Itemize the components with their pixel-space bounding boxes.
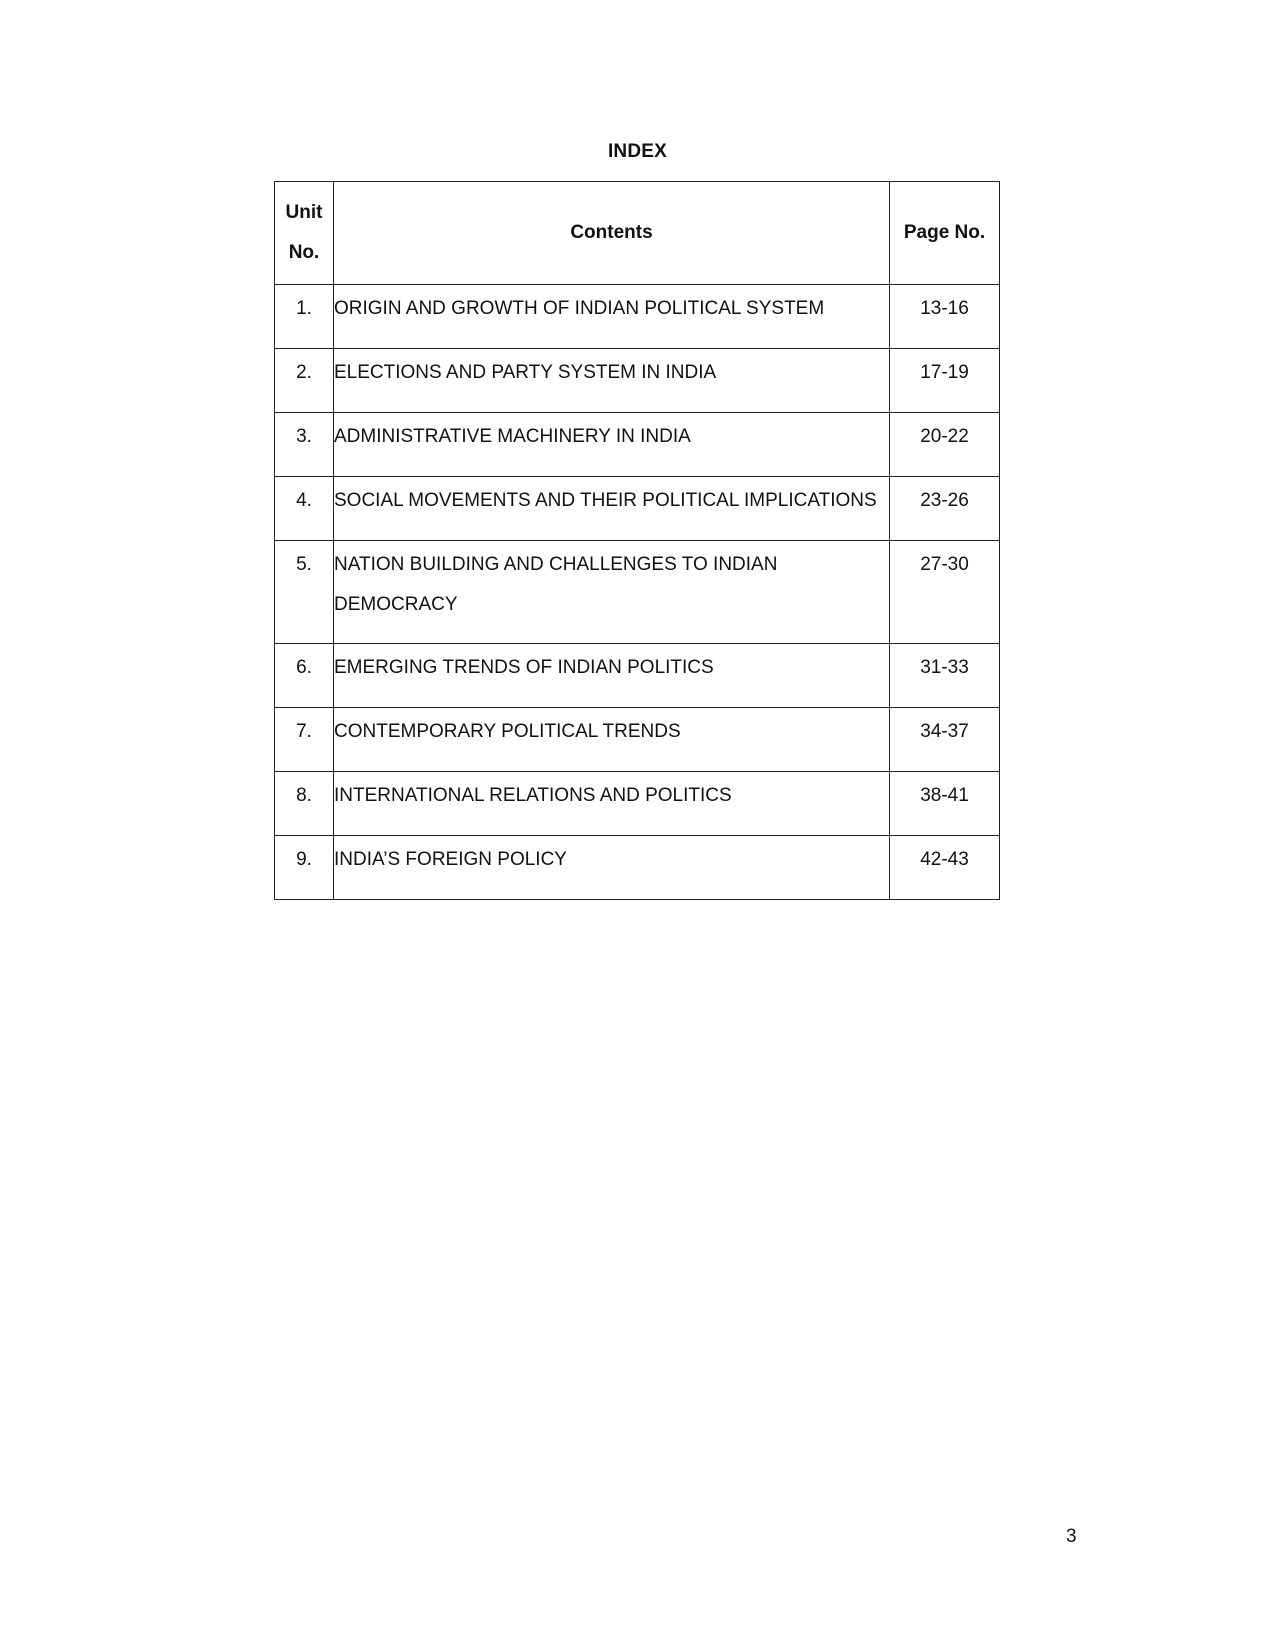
table-row [275, 413, 1000, 477]
contents-cell: NATION BUILDING AND CHALLENGES TO INDIAN DEMOCRACY [334, 541, 890, 644]
page-range-cell: 38-41 [890, 772, 1000, 836]
page-number: 3 [1066, 1526, 1077, 1547]
contents-cell: SOCIAL MOVEMENTS AND THEIR POLITICAL IMPLICATIONS [334, 477, 890, 541]
contents-cell: ORIGIN AND GROWTH OF INDIAN POLITICAL SYSTEM [334, 285, 890, 349]
page-range-cell: 31-33 [890, 644, 1000, 708]
index-table [274, 181, 1000, 900]
table-row [275, 644, 1000, 708]
table-row [275, 349, 1000, 413]
page-range-cell: 27-30 [890, 541, 1000, 644]
unit-cell: 2. [275, 349, 334, 413]
page-title: INDEX [607, 141, 668, 162]
unit-cell: 9. [275, 836, 334, 900]
unit-cell: 4. [275, 477, 334, 541]
page-range-cell: 42-43 [890, 836, 1000, 900]
unit-cell: 3. [275, 413, 334, 477]
unit-cell: 7. [275, 708, 334, 772]
header-page-no: Page No. [890, 182, 1000, 285]
contents-cell: INTERNATIONAL RELATIONS AND POLITICS [334, 772, 890, 836]
page-range-cell: 17-19 [890, 349, 1000, 413]
unit-cell: 6. [275, 644, 334, 708]
contents-cell: ADMINISTRATIVE MACHINERY IN INDIA [334, 413, 890, 477]
table-row [275, 477, 1000, 541]
header-no-label: No. [288, 242, 320, 263]
header-unit-no [275, 182, 334, 285]
page-range-cell: 34-37 [890, 708, 1000, 772]
contents-cell: EMERGING TRENDS OF INDIAN POLITICS [334, 644, 890, 708]
header-contents: Contents [334, 182, 890, 285]
contents-cell: INDIA’S FOREIGN POLICY [334, 836, 890, 900]
page-range-cell: 13-16 [890, 285, 1000, 349]
unit-cell: 8. [275, 772, 334, 836]
table-header-row [275, 182, 1000, 285]
table-row [275, 708, 1000, 772]
header-unit-label: Unit [285, 202, 323, 223]
table-row [275, 836, 1000, 900]
page-range-cell: 20-22 [890, 413, 1000, 477]
table-row [275, 285, 1000, 349]
table-row [275, 772, 1000, 836]
unit-cell: 5. [275, 541, 334, 644]
contents-cell: CONTEMPORARY POLITICAL TRENDS [334, 708, 890, 772]
contents-cell: ELECTIONS AND PARTY SYSTEM IN INDIA [334, 349, 890, 413]
table-row [275, 541, 1000, 644]
page-range-cell: 23-26 [890, 477, 1000, 541]
unit-cell: 1. [275, 285, 334, 349]
